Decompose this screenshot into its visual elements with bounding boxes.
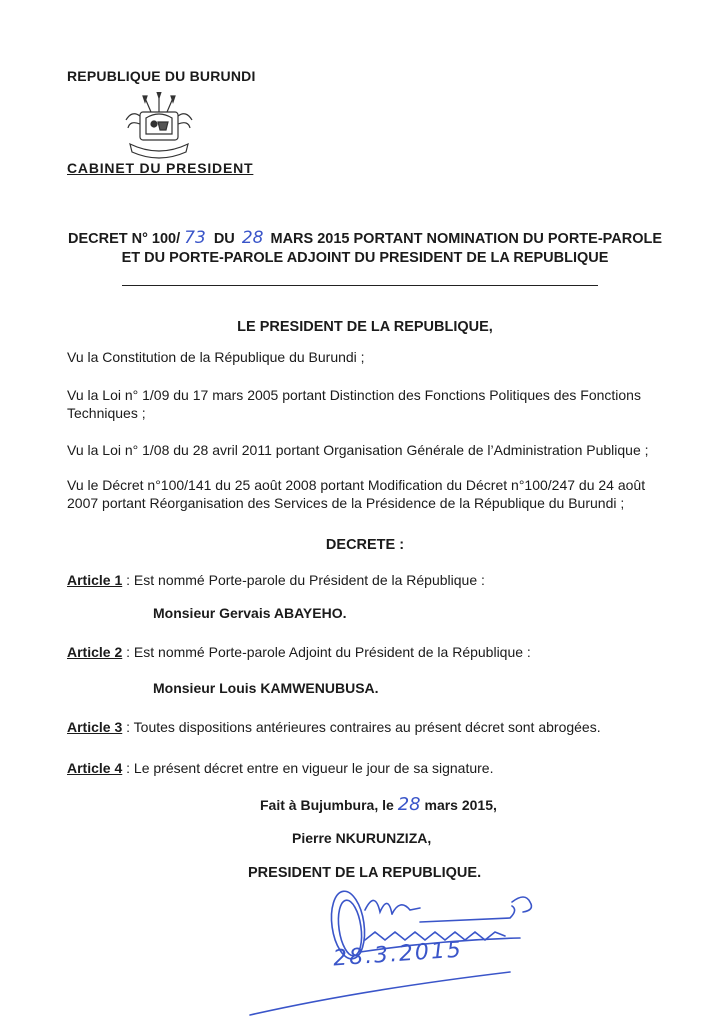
signatory-name: Pierre NKURUNZIZA,	[292, 830, 432, 846]
article-1-appointee: Monsieur Gervais ABAYEHO.	[153, 605, 347, 621]
decree-day-handwritten: 28	[241, 228, 264, 248]
article-1-label: Article 1	[67, 572, 123, 588]
article-3-text: : Toutes dispositions antérieures contraires au présent décret sont abrogées.	[122, 719, 601, 735]
consideration-decret-line2: 2007 portant Réorganisation des Services de la Présidence de la République du Burundi ;	[67, 495, 625, 511]
article-4-label: Article 4	[67, 760, 123, 776]
article-1	[67, 571, 687, 589]
title-prefix: DECRET N° 100/	[67, 231, 181, 247]
done-at-text: Fait à Bujumbura, le	[260, 797, 394, 813]
done-rest-text: mars 2015,	[424, 797, 497, 813]
title-divider	[122, 285, 598, 286]
title-du: DU	[213, 231, 235, 247]
done-at-line	[260, 794, 497, 815]
consideration-loi-1-08: Vu la Loi n° 1/08 du 28 avril 2011 portant Organisation Générale de l’Administration Publique ;	[67, 442, 649, 458]
title-rest: MARS 2015 PORTANT NOMINATION DU PORTE-PAROLE	[270, 231, 663, 247]
article-2-text: : Est nommé Porte-parole Adjoint du Président de la République :	[122, 644, 531, 660]
article-3	[67, 718, 707, 736]
article-4-text: : Le présent décret entre en vigueur le jour de sa signature.	[122, 760, 494, 776]
article-1-text: : Est nommé Porte-parole du Président de la République :	[122, 572, 485, 588]
cabinet-heading: CABINET DU PRESIDENT	[67, 160, 254, 176]
done-day-handwritten: 28	[397, 794, 421, 815]
coat-of-arms-icon	[118, 92, 200, 162]
consideration-constitution: Vu la Constitution de la République du Burundi ;	[67, 349, 365, 365]
article-4	[67, 759, 707, 777]
signatory-role: PRESIDENT DE LA REPUBLIQUE.	[248, 865, 482, 881]
decree-title-line2: ET DU PORTE-PAROLE ADJOINT DU PRESIDENT DE LA REPUBLIQUE	[121, 250, 609, 266]
article-3-label: Article 3	[67, 719, 123, 735]
handwritten-signature-date: 28.3.2015	[332, 937, 464, 972]
consideration-loi-1-09-line2: Techniques ;	[67, 405, 146, 421]
republic-heading: REPUBLIQUE DU BURUNDI	[67, 68, 256, 84]
coat-of-arms-emblem	[118, 92, 200, 162]
article-2-label: Article 2	[67, 644, 123, 660]
decree-number-handwritten: 73	[184, 228, 206, 248]
intro-heading: LE PRESIDENT DE LA REPUBLIQUE,	[237, 319, 493, 335]
article-2-appointee: Monsieur Louis KAMWENUBUSA.	[153, 680, 379, 696]
decrete-heading: DECRETE :	[325, 537, 405, 553]
article-2	[67, 643, 687, 661]
consideration-loi-1-09-line1: Vu la Loi n° 1/09 du 17 mars 2005 portant Distinction des Fonctions Politiques des Fonctions	[67, 387, 641, 403]
decree-title-line1	[60, 228, 670, 248]
consideration-decret-line1: Vu le Décret n°100/141 du 25 août 2008 portant Modification du Décret n°100/247 du 24 août	[67, 477, 646, 493]
